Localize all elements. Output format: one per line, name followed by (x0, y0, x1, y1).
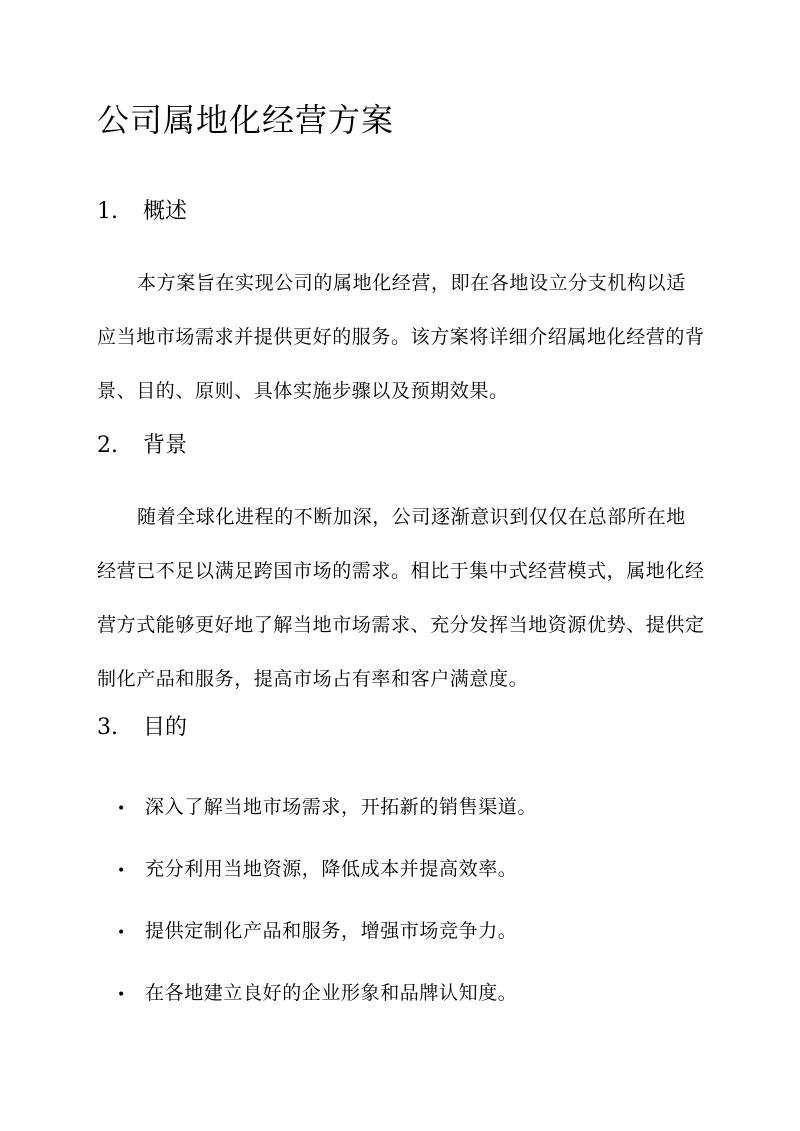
bullet-icon: • (117, 925, 126, 941)
bullet-icon: • (117, 987, 126, 1003)
section-number: 1. (97, 199, 118, 224)
list-item-text: 提供定制化产品和服务，增强市场竞争力。 (145, 920, 518, 942)
bullet-icon: • (117, 801, 126, 817)
bullet-icon: • (117, 863, 126, 879)
list-item (117, 900, 537, 962)
section-number: 2. (97, 433, 118, 458)
section-heading-background (97, 430, 187, 462)
list-item-text: 充分利用当地资源，降低成本并提高效率。 (145, 858, 518, 880)
section-number: 3. (97, 715, 118, 740)
section-title: 目的 (143, 715, 188, 740)
section-title: 概述 (143, 199, 188, 224)
list-item (117, 838, 537, 900)
section-heading-purpose (97, 712, 187, 744)
section-title: 背景 (143, 433, 188, 458)
list-item-text: 深入了解当地市场需求，开拓新的销售渠道。 (145, 796, 538, 818)
overview-paragraph: 本方案旨在实现公司的属地化经营，即在各地设立分支机构以适应当地市场需求并提供更好的服务。该方案将详细介绍属地化经营的背景、目的、原则、具体实施步骤以及预期效果。 (97, 272, 705, 402)
list-item-text: 在各地建立良好的企业形象和品牌认知度。 (145, 982, 518, 1004)
list-item (117, 962, 537, 1024)
section-heading-overview (97, 196, 187, 228)
list-item (117, 776, 537, 838)
background-paragraph: 随着全球化进程的不断加深，公司逐渐意识到仅仅在总部所在地经营已不足以满足跨国市场的需求。相比于集中式经营模式，属地化经营方式能够更好地了解当地市场需求、充分发挥当地资源优势、提供定制化产品和服务，提高市场占有率和客户满意度。 (97, 506, 705, 690)
purpose-bullet-list (117, 776, 537, 1024)
document-title: 公司属地化经营方案 (97, 101, 395, 139)
